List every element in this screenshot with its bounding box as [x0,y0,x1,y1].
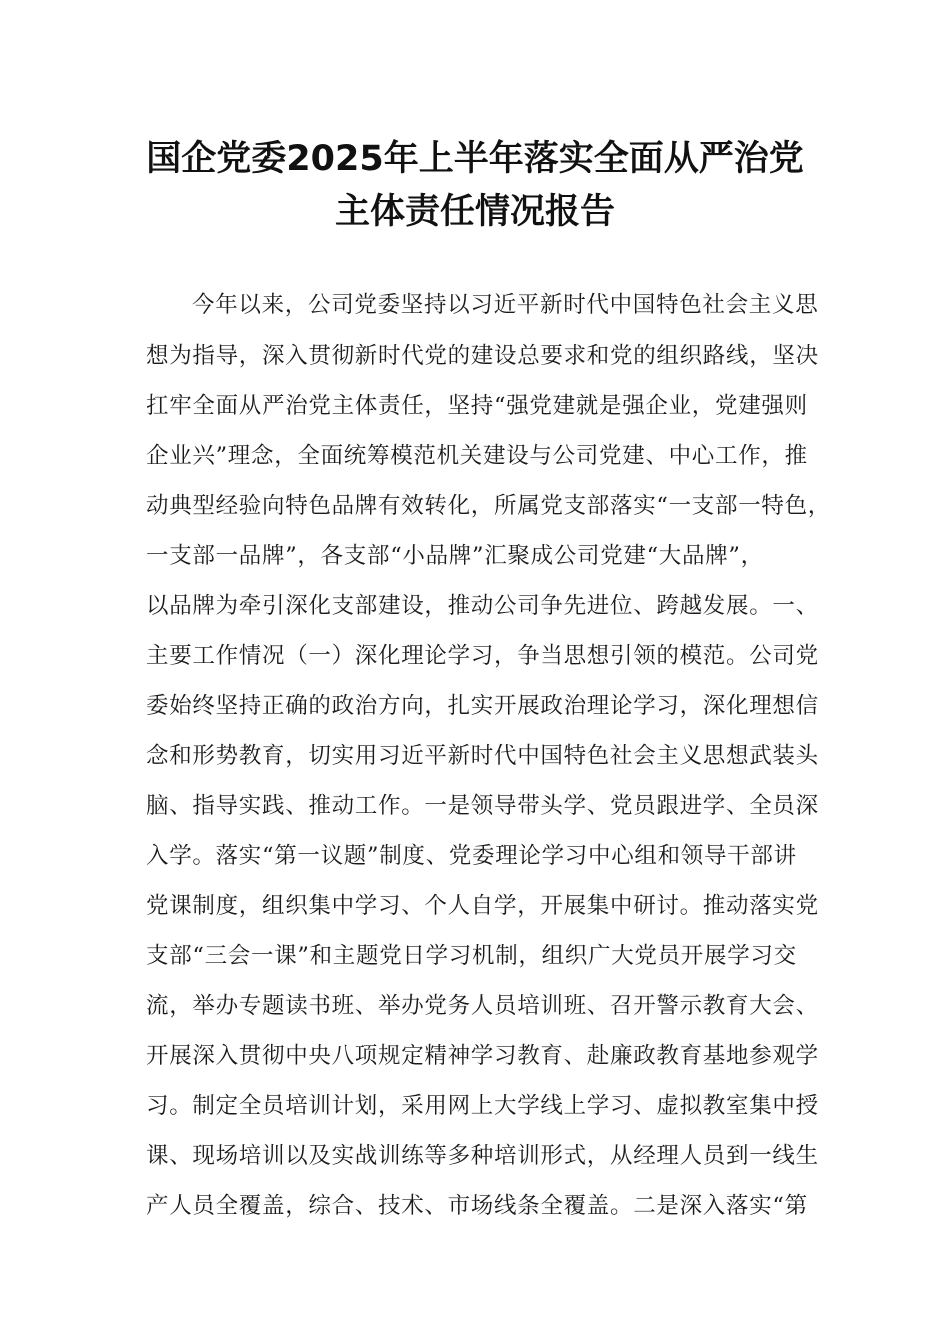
body-text-line: 课、现场培训以及实战训练等多种培训形式，从经理人员到一线生 [146,1143,819,1169]
body-text-line: 扛牢全面从严治党主体责任，坚持“强党建就是强企业，党建强则 [146,393,808,419]
document-title-line-2: 主体责任情况报告 [334,192,615,232]
body-text-line: 一支部一品牌”，各支部“小品牌”汇聚成公司党建“大品牌”， [146,543,764,569]
body-text-line: 以品牌为牵引深化支部建设，推动公司争先进位、跨越发展。一、 [146,593,819,619]
body-text-line: 党课制度，组织集中学习、个人自学，开展集中研讨。推动落实党 [146,893,819,919]
body-text-line: 想为指导，深入贯彻新时代党的建设总要求和党的组织路线，坚决 [146,343,819,369]
body-text-line: 今年以来，公司党委坚持以习近平新时代中国特色社会主义思 [192,292,819,318]
body-text-line: 动典型经验向特色品牌有效转化，所属党支部落实“一支部一特色， [146,493,832,519]
body-text-line: 开展深入贯彻中央八项规定精神学习教育、赴廉政教育基地参观学 [146,1043,819,1069]
body-text-line: 脑、指导实践、推动工作。一是领导带头学、党员跟进学、全员深 [146,793,819,819]
body-text-line: 入学。落实“第一议题”制度、党委理论学习中心组和领导干部讲 [146,843,797,869]
body-text-line: 主要工作情况（一）深化理论学习，争当思想引领的模范。公司党 [146,643,819,669]
body-text-line: 支部“三会一课”和主题党日学习机制，组织广大党员开展学习交 [146,943,797,969]
body-text-line: 习。制定全员培训计划，采用网上大学线上学习、虚拟教室集中授 [146,1093,819,1119]
body-text-line: 委始终坚持正确的政治方向，扎实开展政治理论学习，深化理想信 [146,693,819,719]
body-text-line: 流，举办专题读书班、举办党务人员培训班、召开警示教育大会、 [146,993,819,1019]
body-text-line: 产人员全覆盖，综合、技术、市场线条全覆盖。二是深入落实“第 [146,1193,808,1219]
body-text-line: 企业兴”理念，全面统筹模范机关建设与公司党建、中心工作，推 [146,443,808,469]
body-text-line: 念和形势教育，切实用习近平新时代中国特色社会主义思想武装头 [146,743,819,769]
document-title-line-1: 国企党委2025年上半年落实全面从严治党 [146,139,804,179]
